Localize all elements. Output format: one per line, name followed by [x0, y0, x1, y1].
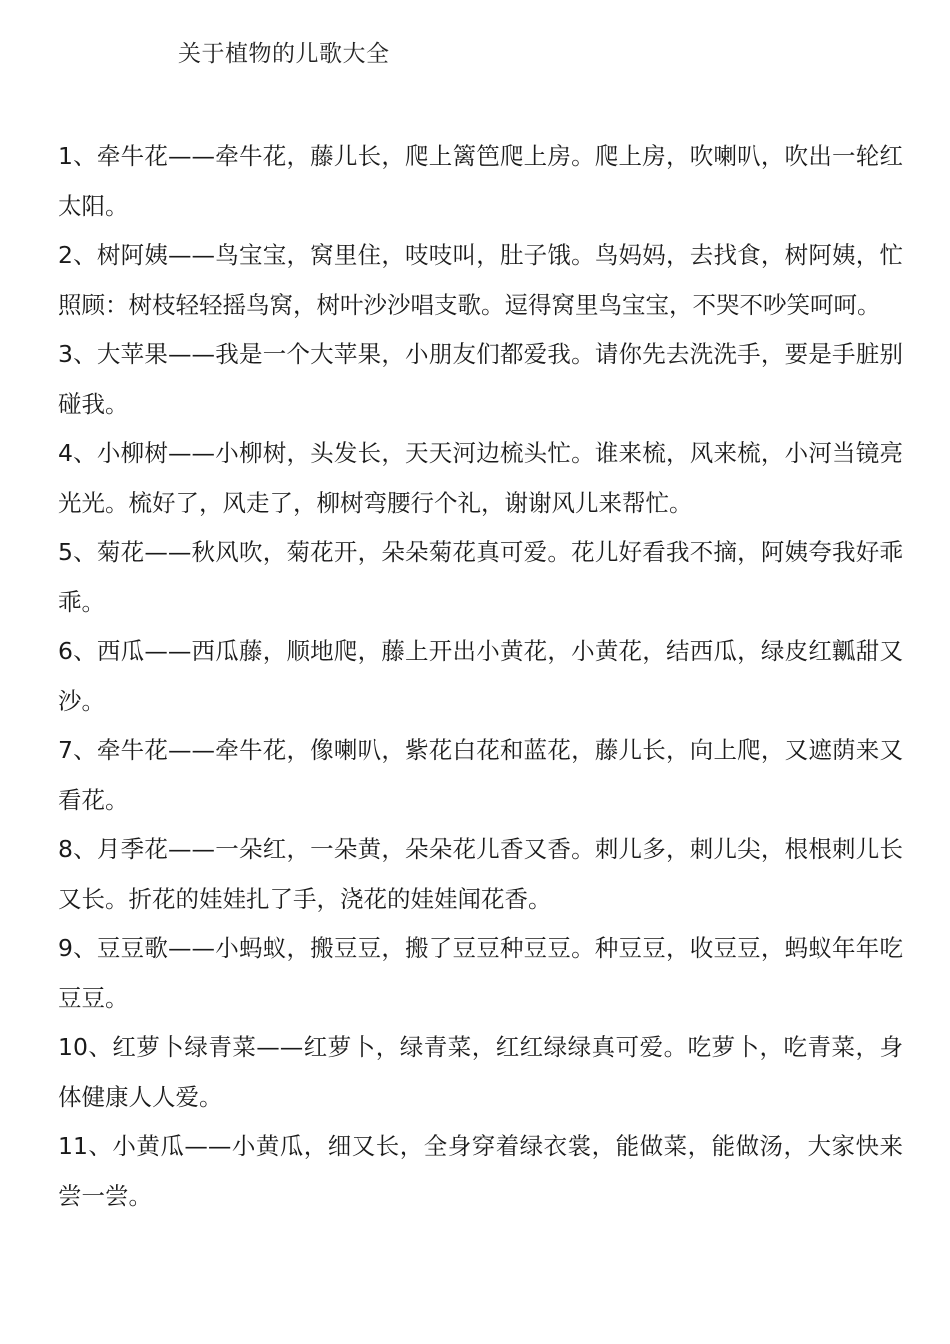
poem-item-6: 6、西瓜——西瓜藤，顺地爬，藤上开出小黄花，小黄花，结西瓜，绿皮红瓤甜又沙。	[58, 637, 903, 715]
poem-list	[58, 132, 903, 1221]
poem-item-1: 1、牵牛花——牵牛花，藤儿长，爬上篱笆爬上房。爬上房，吹喇叭，吹出一轮红太阳。	[58, 142, 903, 220]
poem-item-8: 8、月季花——一朵红，一朵黄，朵朵花儿香又香。刺儿多，刺儿尖，根根刺儿长又长。折花的娃娃扎了手，浇花的娃娃闻花香。	[58, 835, 903, 913]
poem-item-5: 5、菊花——秋风吹，菊花开，朵朵菊花真可爱。花儿好看我不摘，阿姨夸我好乖乖。	[58, 538, 903, 616]
poem-item-11: 11、小黄瓜——小黄瓜，细又长，全身穿着绿衣裳，能做菜，能做汤，大家快来尝一尝。	[58, 1132, 903, 1210]
poem-item-3: 3、大苹果——我是一个大苹果，小朋友们都爱我。请你先去洗洗手，要是手脏别碰我。	[58, 340, 903, 418]
poem-item-7: 7、牵牛花——牵牛花，像喇叭，紫花白花和蓝花，藤儿长，向上爬，又遮荫来又看花。	[58, 736, 903, 814]
poem-item-10: 10、红萝卜绿青菜——红萝卜，绿青菜，红红绿绿真可爱。吃萝卜，吃青菜，身体健康人人爱。	[58, 1033, 903, 1111]
document-title: 关于植物的儿歌大全	[178, 41, 390, 67]
poem-item-4: 4、小柳树——小柳树，头发长，天天河边梳头忙。谁来梳，风来梳，小河当镜亮光光。梳好了，风走了，柳树弯腰行个礼，谢谢风儿来帮忙。	[58, 439, 903, 517]
poem-item-2: 2、树阿姨——鸟宝宝，窝里住，吱吱叫，肚子饿。鸟妈妈，去找食，树阿姨，忙照顾：树枝轻轻摇鸟窝，树叶沙沙唱支歌。逗得窝里鸟宝宝，不哭不吵笑呵呵。	[58, 241, 903, 319]
poem-item-9: 9、豆豆歌——小蚂蚁，搬豆豆，搬了豆豆种豆豆。种豆豆，收豆豆，蚂蚁年年吃豆豆。	[58, 934, 903, 1012]
